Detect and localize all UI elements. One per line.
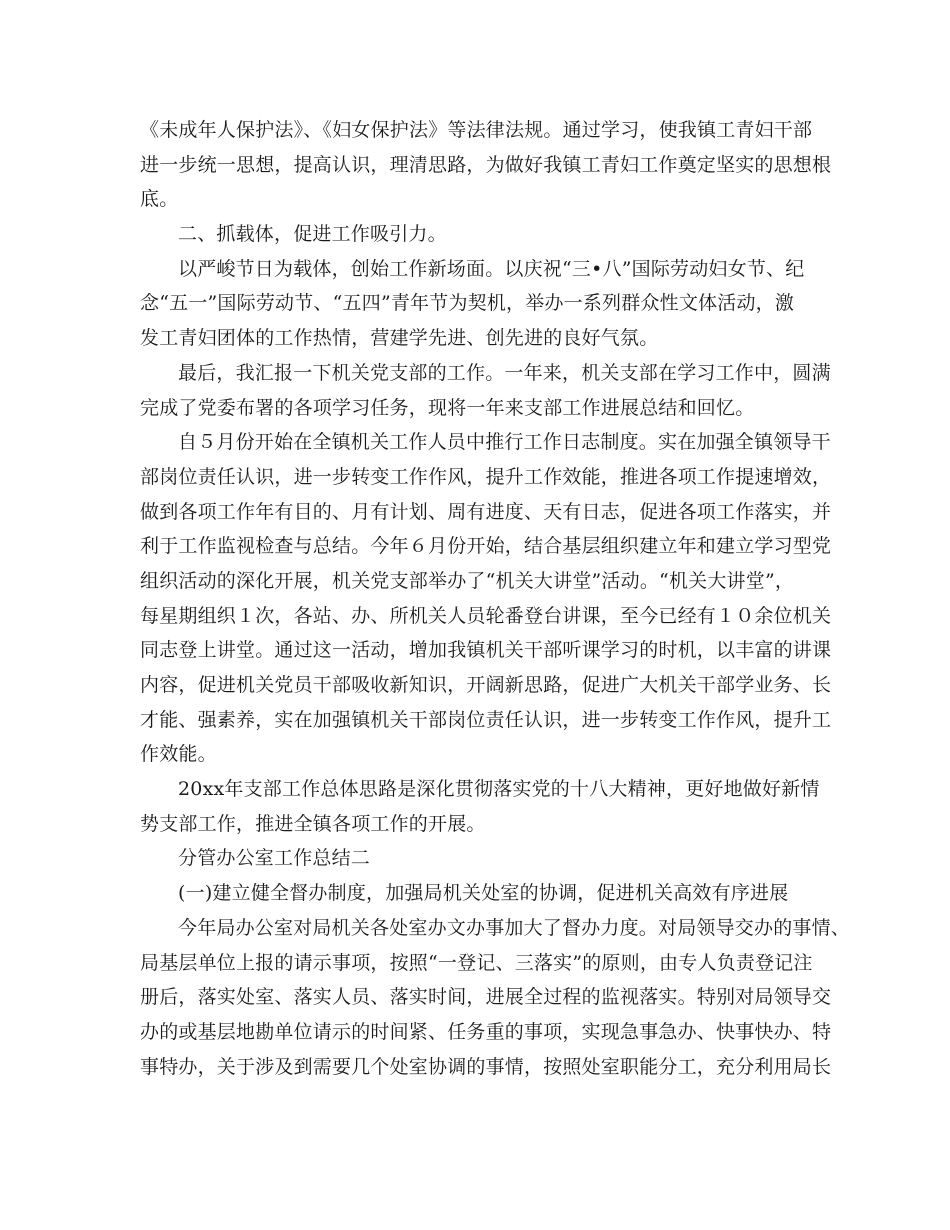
text-line: 同志登上讲堂。通过这一活动，增加我镇机关干部听课学习的时机，以丰富的讲课 xyxy=(140,639,832,662)
text-line: 局基层单位上报的请示事项，按照“一登记、三落实”的原则，由专人负责登记注 xyxy=(140,951,813,974)
text-line: 事特办，关于涉及到需要几个处室协调的事情，按照处室职能分工，充分利用局长 xyxy=(140,1055,832,1078)
text-line: (一)建立健全督办制度，加强局机关处室的协调，促进机关高效有序进展 xyxy=(178,882,789,905)
text-line: 内容，促进机关党员干部吸收新知识，开阔新思路，促进广大机关干部学业务、长 xyxy=(140,674,832,696)
text-line: 底。 xyxy=(140,188,179,211)
text-line: 自５月份开始在全镇机关工作人员中推行工作日志制度。实在加强全镇领导干 xyxy=(178,431,831,454)
text-line: 进一步统一思想，提高认识，理清思路，为做好我镇工青妇工作奠定坚实的思想根 xyxy=(140,153,832,176)
text-line: 分管办公室工作总结二 xyxy=(178,847,371,870)
text-line: 利于工作监视检查与总结。今年６月份开始，结合基层组织建立年和建立学习型党 xyxy=(140,535,832,558)
text-line: 今年局办公室对局机关各处室办文办事加大了督办力度。对局领导交办的事情、 xyxy=(178,916,851,939)
text-line: 《未成年人保护法》、《妇女保护法》等法律法规。通过学习，使我镇工青妇干部 xyxy=(140,119,813,141)
text-line: 部岗位责任认识，进一步转变工作作风，提升工作效能，推进各项工作提速增效， xyxy=(140,465,832,488)
text-line: 发工青妇团体的工作热情，营建学先进、创先进的良好气氛。 xyxy=(140,327,659,350)
document-body xyxy=(140,113,851,1084)
text-line: 最后，我汇报一下机关党支部的工作。一年来，机关支部在学习工作中，圆满 xyxy=(178,361,831,384)
text-line: 办的或基层地勘单位请示的时间紧、任务重的事项，实现急事急办、快事快办、特 xyxy=(140,1020,832,1043)
text-line: 作效能。 xyxy=(140,743,217,766)
text-line: 完成了党委布署的各项学习任务，现将一年来支部工作进展总结和回忆。 xyxy=(140,396,755,419)
text-line: 组织活动的深化开展，机关党支部举办了“机关大讲堂”活动。“机关大讲堂”， xyxy=(140,569,795,592)
text-line: 才能、强素养，实在加强镇机关干部岗位责任认识，进一步转变工作作风，提升工 xyxy=(140,708,832,731)
text-line: 势支部工作，推进全镇各项工作的开展。 xyxy=(140,812,486,835)
text-line: 每星期组织１次，各站、办、所机关人员轮番登台讲课，至今已经有１０余位机关 xyxy=(140,604,832,627)
text-line: 20xx年支部工作总体思路是深化贯彻落实党的十八大精神，更好地做好新情 xyxy=(178,778,820,801)
text-line: 以严峻节日为载体，创始工作新场面。以庆祝“三•八”国际劳动妇女节、纪 xyxy=(178,257,805,280)
text-line: 做到各项工作年有目的、月有计划、周有进度、天有日志，促进各项工作落实，并 xyxy=(140,500,832,523)
text-line: 册后，落实处室、落实人员、落实时间，进展全过程的监视落实。特别对局领导交 xyxy=(140,986,832,1009)
text-line: 二、抓载体，促进工作吸引力。 xyxy=(178,223,447,246)
text-line: 念“五一”国际劳动节、“五四”青年节为契机，举办一系列群众性文体活动，激 xyxy=(140,292,795,315)
